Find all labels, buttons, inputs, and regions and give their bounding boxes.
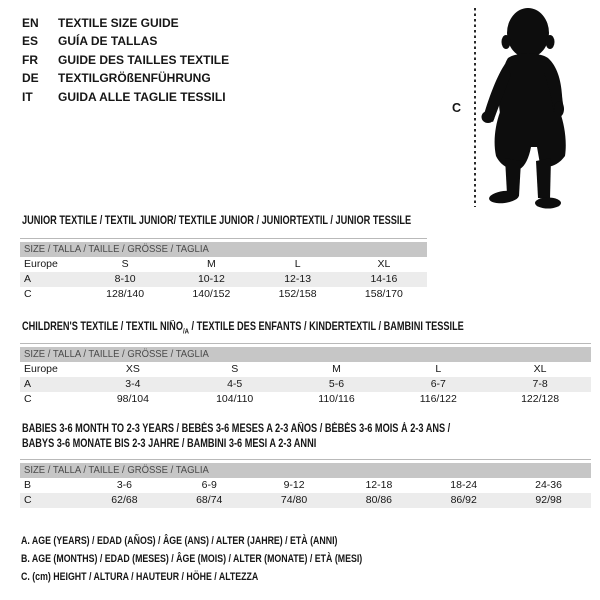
row-label: B — [24, 479, 32, 491]
col-header: S — [231, 363, 239, 375]
language-row-de — [22, 69, 229, 87]
cell: 18-24 — [450, 479, 478, 491]
row-label: C — [24, 288, 32, 300]
cell: 140/152 — [192, 288, 231, 300]
size-header-bar — [20, 347, 591, 362]
language-row-it — [22, 88, 229, 106]
legend-line-a: A. AGE (YEARS) / EDAD (AÑOS) / ÂGE (ANS) / ALTER (JAHRE) / ETÀ (ANNI) — [21, 535, 338, 547]
col-header: XS — [125, 363, 140, 375]
title-line: BABYS 3-6 MONATE BIS 2-3 JAHRE / BAMBINI 3-6 MESI A 2-3 ANNI — [22, 437, 317, 450]
size-header-label: SIZE / TALLA / TAILLE / GRÖSSE / TAGLIA — [24, 244, 209, 255]
language-row-fr — [22, 51, 229, 69]
height-dotted-line — [474, 8, 476, 207]
cell: 158/170 — [364, 288, 403, 300]
title-subscript: /A — [182, 326, 189, 336]
cell: 8-10 — [114, 273, 136, 285]
col-header: M — [207, 258, 216, 270]
row-label: Europe — [24, 363, 58, 375]
col-header: XL — [533, 363, 547, 375]
size-header-bar — [20, 242, 427, 257]
row-label: C — [24, 494, 32, 506]
cell: 9-12 — [283, 479, 305, 491]
cell: 104/110 — [216, 393, 254, 405]
table-row — [20, 493, 591, 508]
junior-table-title: JUNIOR TEXTILE / TEXTIL JUNIOR/ TEXTILE JUNIOR / JUNIORTEXTIL / JUNIOR TESSILE — [22, 215, 412, 227]
col-header: S — [121, 258, 129, 270]
row-label: A — [24, 273, 32, 285]
baby-silhouette-image — [480, 0, 600, 215]
language-label: TEXTILGRÖßENFÜHRUNG — [58, 71, 211, 86]
cell: 10-12 — [197, 273, 225, 285]
title-text: / TEXTILE DES ENFANTS / KINDERTEXTIL / BAMBINI TESSILE — [188, 321, 464, 333]
col-header: XL — [377, 258, 391, 270]
title-line: BABIES 3-6 MONTH TO 2-3 YEARS / BEBÉS 3-6 MESES A 2-3 AÑOS / BÉBÉS 3-6 MOIS À 2-3 ANS / — [22, 423, 451, 435]
cell: 74/80 — [280, 494, 308, 506]
cell: 122/128 — [521, 393, 560, 405]
height-marker-label: C — [452, 101, 462, 115]
language-row-es — [22, 32, 229, 50]
cell: 86/92 — [450, 494, 477, 506]
cell: 6-7 — [430, 378, 446, 390]
table-top-border — [20, 238, 427, 239]
cell: 12-13 — [284, 273, 312, 285]
col-header: L — [435, 363, 442, 375]
table-row — [20, 257, 427, 272]
language-label: TEXTILE SIZE GUIDE — [58, 16, 179, 30]
cell: 7-8 — [532, 378, 548, 390]
table-row — [20, 287, 427, 302]
size-header-label: SIZE / TALLA / TAILLE / GRÖSSE / TAGLIA — [24, 465, 209, 476]
language-code: IT — [22, 89, 33, 104]
cell: 116/122 — [419, 393, 457, 405]
cell: 6-9 — [201, 479, 217, 491]
cell: 14-16 — [370, 273, 398, 285]
table-row — [20, 272, 427, 287]
table-top-border — [20, 459, 591, 460]
title-text: CHILDREN'S TEXTILE / TEXTIL NIÑO — [22, 321, 183, 333]
cell: 62/68 — [111, 494, 138, 506]
table-row — [20, 362, 591, 377]
row-label: A — [24, 378, 32, 390]
language-code: ES — [22, 34, 39, 49]
language-label: GUIDE DES TAILLES TEXTILE — [58, 52, 230, 67]
table-top-border — [20, 343, 591, 344]
language-label: GUÍA DE TALLAS — [58, 34, 158, 49]
legend-line-b: B. AGE (MONTHS) / EDAD (MESES) / ÂGE (MOIS) / ALTER (MONATE) / ETÀ (MESI) — [21, 553, 363, 566]
babies-table-title — [22, 422, 450, 451]
cell: 98/104 — [116, 393, 149, 405]
language-code: FR — [22, 52, 38, 67]
cell: 68/74 — [196, 494, 223, 506]
col-header: L — [294, 258, 301, 270]
legend-line-c: C. (cm) HEIGHT / ALTURA / HAUTEUR / HÖHE / ALTEZZA — [21, 571, 259, 584]
cell: 4-5 — [227, 378, 243, 390]
row-label: C — [24, 393, 32, 405]
language-list — [22, 14, 229, 106]
cell: 5-6 — [328, 378, 345, 390]
table-row — [20, 392, 591, 407]
junior-size-table — [20, 238, 427, 302]
cell: 24-36 — [535, 479, 562, 491]
cell: 152/158 — [278, 288, 317, 300]
cell: 3-4 — [125, 378, 141, 390]
measurement-legend — [21, 532, 448, 587]
babies-size-table — [20, 459, 591, 508]
cell: 80/86 — [365, 494, 393, 506]
children-size-table — [20, 343, 591, 407]
language-row-en — [22, 14, 229, 32]
table-row — [20, 377, 591, 392]
cell: 12-18 — [365, 479, 393, 491]
row-label: Europe — [24, 258, 58, 270]
cell: 110/116 — [318, 393, 355, 405]
language-code: DE — [22, 71, 39, 86]
cell: 128/140 — [106, 288, 145, 300]
size-header-bar — [20, 463, 591, 478]
cell: 3-6 — [116, 479, 132, 491]
language-label: GUIDA ALLE TAGLIE TESSILI — [58, 89, 226, 104]
language-code: EN — [22, 16, 39, 30]
cell: 92/98 — [535, 494, 562, 506]
table-row — [20, 478, 591, 493]
col-header: M — [332, 363, 341, 375]
size-header-label: SIZE / TALLA / TAILLE / GRÖSSE / TAGLIA — [24, 349, 209, 360]
children-table-title — [22, 320, 464, 339]
